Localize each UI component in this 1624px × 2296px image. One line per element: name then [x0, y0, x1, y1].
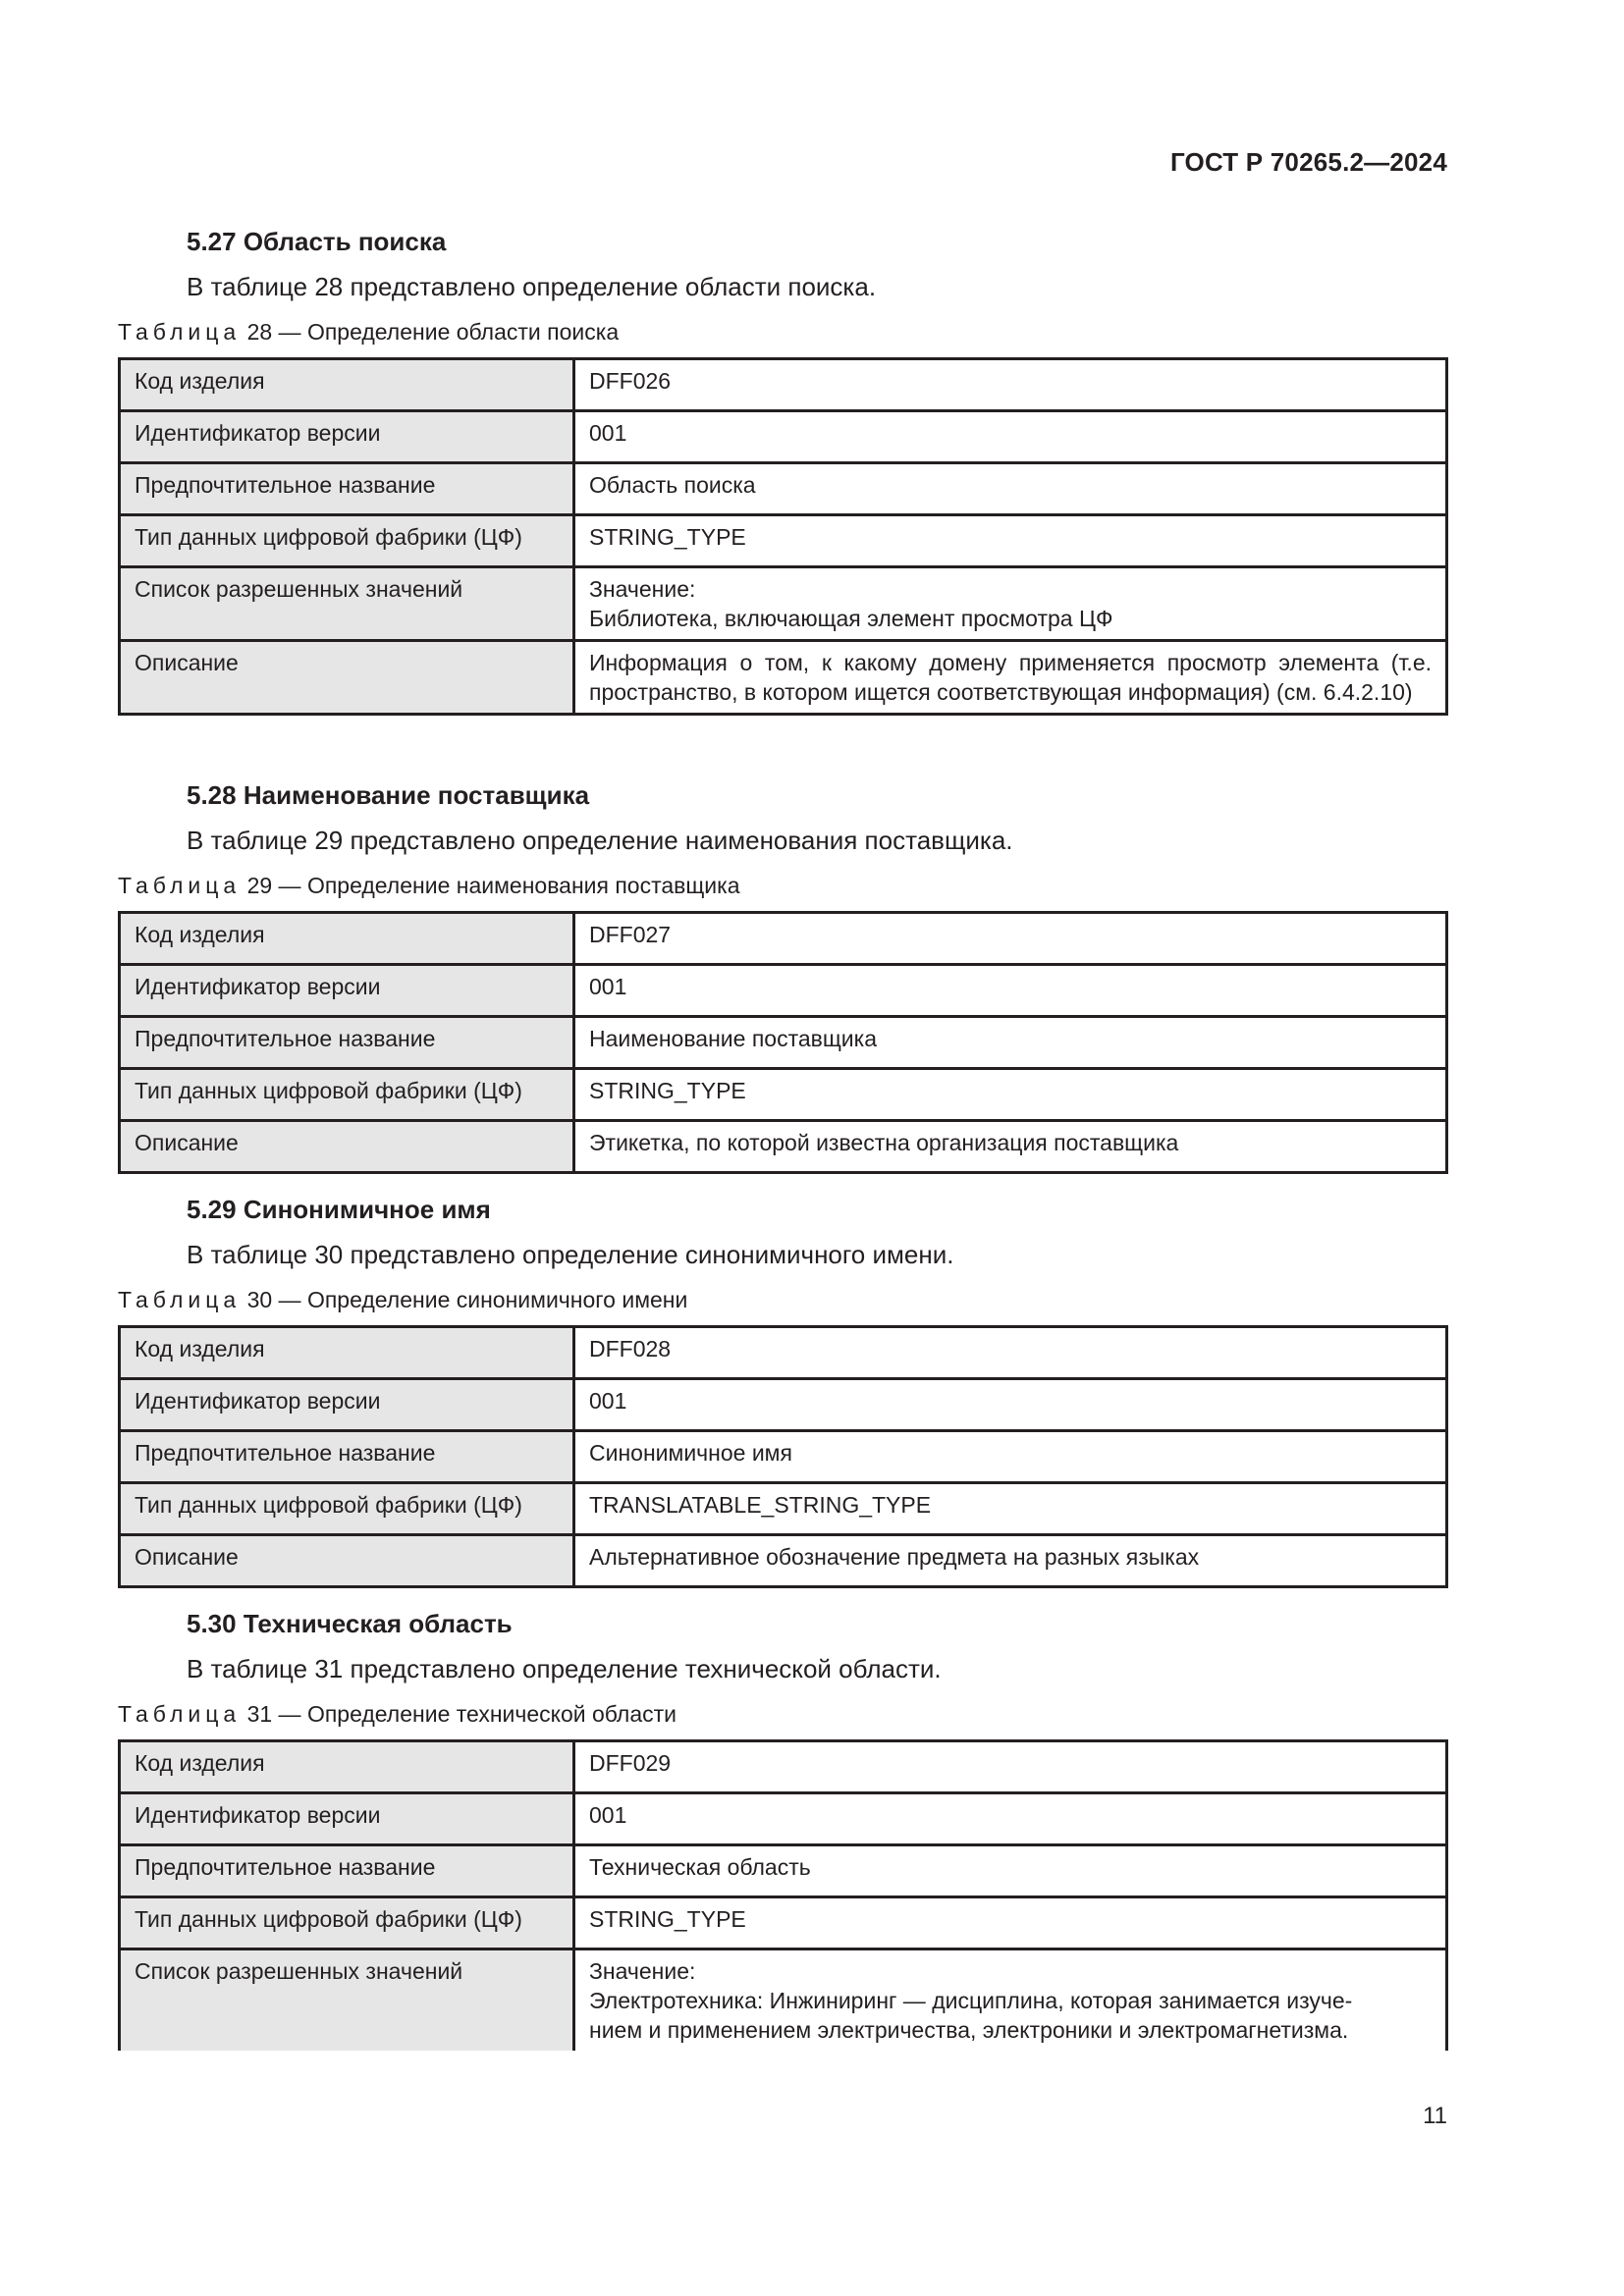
row-value: TRANSLATABLE_STRING_TYPE — [574, 1483, 1447, 1535]
table-caption — [118, 1284, 1448, 1315]
table-row — [120, 515, 1447, 567]
row-value: DFF026 — [574, 359, 1447, 411]
definition-table-31 — [118, 1739, 1448, 2051]
table-row — [120, 913, 1447, 965]
row-value: STRING_TYPE — [574, 1069, 1447, 1121]
table-caption — [118, 870, 1448, 901]
table-caption-text: 30 — Определение синонимичного имени — [246, 1287, 688, 1312]
row-value: Техническая область — [574, 1845, 1447, 1897]
row-value: 001 — [574, 1793, 1447, 1845]
row-value: DFF028 — [574, 1327, 1447, 1379]
section-5-29 — [118, 1192, 1448, 1588]
table-caption-word: Таблица — [118, 1701, 242, 1727]
table-row — [120, 463, 1447, 515]
table-caption-word: Таблица — [118, 873, 242, 898]
value-line: Библиотека, включающая элемент просмотра ЦФ — [589, 606, 1113, 631]
section-5-30 — [118, 1606, 1448, 2051]
row-key: Код изделия — [120, 1327, 574, 1379]
table-row — [120, 1069, 1447, 1121]
table-row — [120, 1949, 1447, 2052]
table-row — [120, 1017, 1447, 1069]
row-key: Тип данных цифровой фабрики (ЦФ) — [120, 515, 574, 567]
table-row — [120, 1121, 1447, 1173]
table-row — [120, 1535, 1447, 1587]
document-code: ГОСТ Р 70265.2—2024 — [1169, 147, 1447, 177]
section-title: 5.28 Наименование поставщика — [187, 780, 590, 810]
row-value: Область поиска — [574, 463, 1447, 515]
row-value: 001 — [574, 411, 1447, 463]
definition-table-28 — [118, 357, 1448, 716]
table-row — [120, 567, 1447, 641]
page-number: 11 — [1423, 2103, 1447, 2129]
row-key: Список разрешенных значений — [120, 567, 574, 641]
table-row — [120, 1845, 1447, 1897]
section-title: 5.30 Техническая область — [187, 1609, 513, 1638]
row-value: Наименование поставщика — [574, 1017, 1447, 1069]
row-key: Идентификатор версии — [120, 1379, 574, 1431]
row-key: Описание — [120, 1535, 574, 1587]
section-5-28 — [118, 777, 1448, 1174]
row-key: Идентификатор версии — [120, 965, 574, 1017]
row-value: Этикетка, по которой известна организация поставщика — [574, 1121, 1447, 1173]
table-row — [120, 641, 1447, 715]
row-value: STRING_TYPE — [574, 1897, 1447, 1949]
row-value: DFF027 — [574, 913, 1447, 965]
value-line: нием и применением электричества, электроники и электромагнетизма. — [589, 2017, 1349, 2043]
value-line: Значение: — [589, 576, 696, 602]
row-key: Предпочтительное название — [120, 1017, 574, 1069]
row-key: Предпочтительное название — [120, 463, 574, 515]
table-row — [120, 965, 1447, 1017]
row-key: Тип данных цифровой фабрики (ЦФ) — [120, 1069, 574, 1121]
table-caption-text: 28 — Определение области поиска — [246, 319, 620, 345]
table-caption-word: Таблица — [118, 319, 242, 345]
row-value: 001 — [574, 1379, 1447, 1431]
section-5-27 — [118, 224, 1448, 716]
row-value: Альтернативное обозначение предмета на разных языках — [574, 1535, 1447, 1587]
table-caption-word: Таблица — [118, 1287, 242, 1312]
value-line: Электротехника: Инжиниринг — дисциплина, которая занимается изуче- — [589, 1988, 1353, 2013]
section-title: 5.27 Область поиска — [187, 227, 447, 256]
table-row — [120, 1327, 1447, 1379]
value-line: Значение: — [589, 1958, 696, 1984]
row-value: Информация о том, к какому домену применяется просмотр элемента (т.е. пространство, в котором ищется соответствующая информация) (см. 6.4.2.10) — [574, 641, 1447, 715]
row-key: Тип данных цифровой фабрики (ЦФ) — [120, 1483, 574, 1535]
row-key: Код изделия — [120, 359, 574, 411]
section-title: 5.29 Синонимичное имя — [187, 1195, 491, 1224]
table-row — [120, 359, 1447, 411]
row-key: Описание — [120, 641, 574, 715]
section-intro: В таблице 29 представлено определение наименования поставщика. — [187, 826, 1013, 855]
row-value: STRING_TYPE — [574, 515, 1447, 567]
row-value: 001 — [574, 965, 1447, 1017]
table-row — [120, 1379, 1447, 1431]
table-row — [120, 1793, 1447, 1845]
table-row — [120, 1741, 1447, 1793]
table-caption-text: 29 — Определение наименования поставщика — [246, 873, 740, 898]
row-key: Описание — [120, 1121, 574, 1173]
section-intro: В таблице 30 представлено определение синонимичного имени. — [187, 1240, 954, 1269]
section-intro: В таблице 31 представлено определение технической области. — [187, 1654, 942, 1683]
row-value — [574, 1949, 1447, 2052]
table-row — [120, 411, 1447, 463]
row-key: Список разрешенных значений — [120, 1949, 574, 2052]
table-caption — [118, 316, 1448, 347]
row-key: Код изделия — [120, 913, 574, 965]
row-key: Идентификатор версии — [120, 1793, 574, 1845]
table-row — [120, 1483, 1447, 1535]
row-key: Идентификатор версии — [120, 411, 574, 463]
row-key: Код изделия — [120, 1741, 574, 1793]
table-caption — [118, 1698, 1448, 1730]
table-row — [120, 1897, 1447, 1949]
definition-table-30 — [118, 1325, 1448, 1588]
table-row — [120, 1431, 1447, 1483]
row-key: Тип данных цифровой фабрики (ЦФ) — [120, 1897, 574, 1949]
definition-table-29 — [118, 911, 1448, 1174]
row-value: Синонимичное имя — [574, 1431, 1447, 1483]
row-value: DFF029 — [574, 1741, 1447, 1793]
section-intro: В таблице 28 представлено определение области поиска. — [187, 272, 877, 301]
row-key: Предпочтительное название — [120, 1431, 574, 1483]
table-caption-text: 31 — Определение технической области — [246, 1701, 677, 1727]
row-key: Предпочтительное название — [120, 1845, 574, 1897]
row-value — [574, 567, 1447, 641]
